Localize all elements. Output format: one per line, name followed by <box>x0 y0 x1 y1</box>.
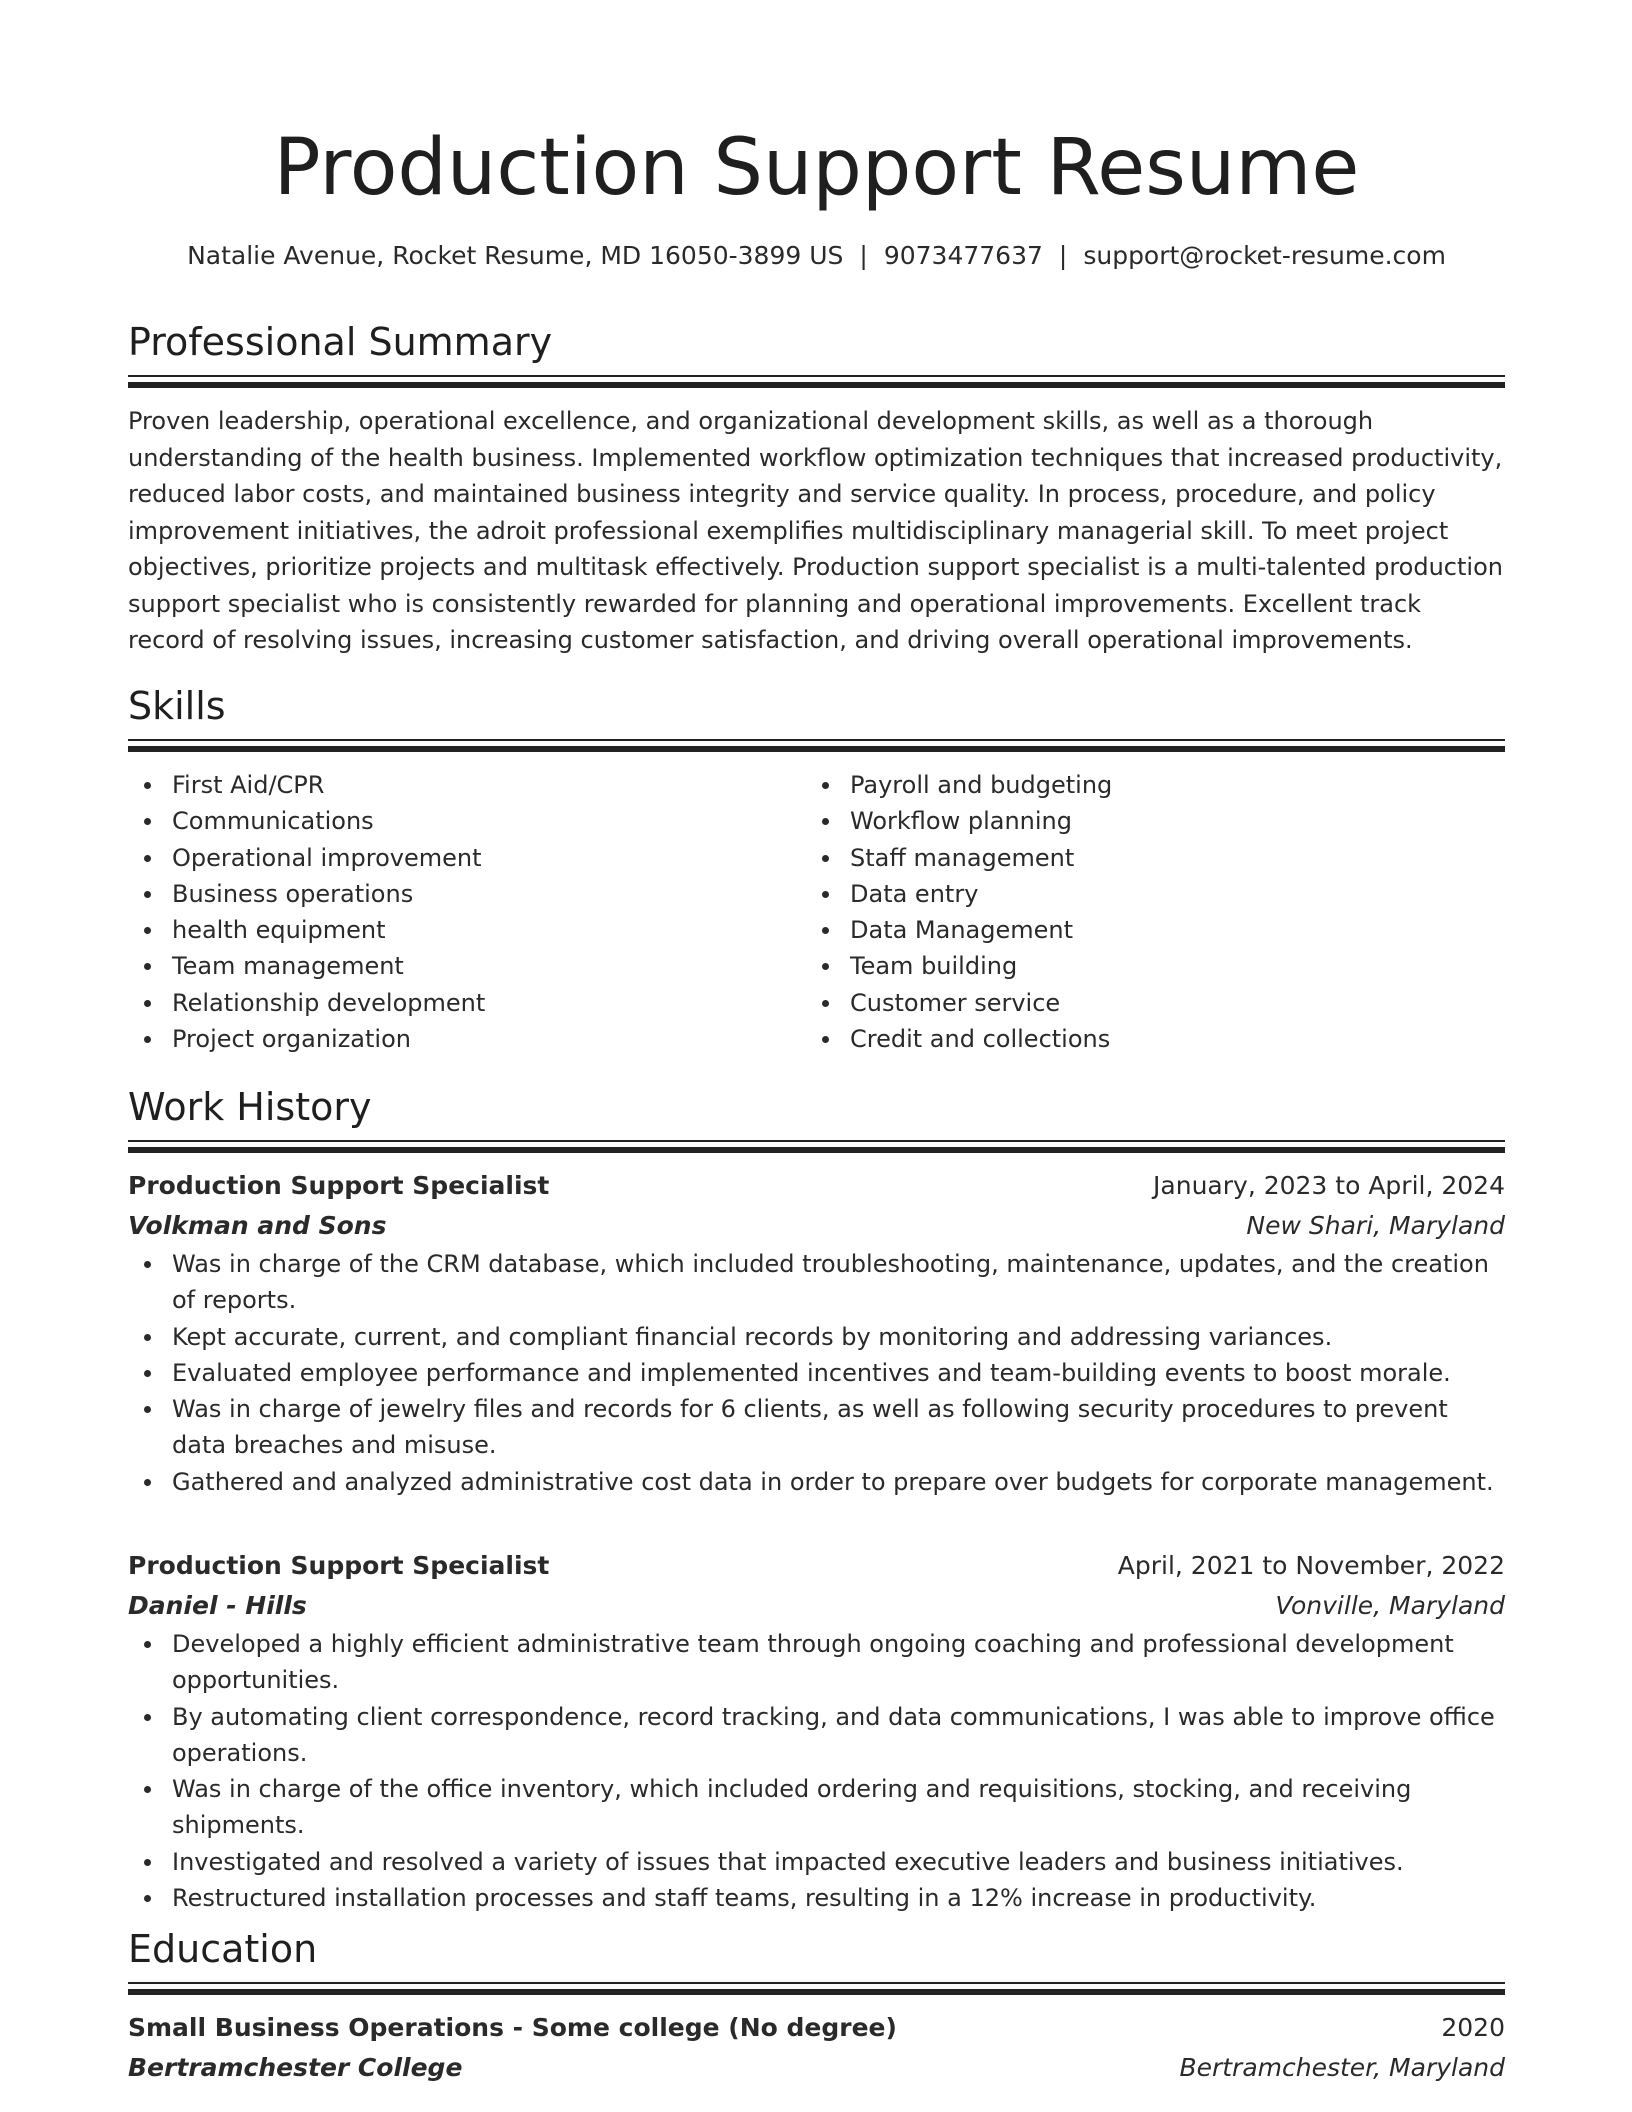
job-bullet-item: Developed a highly efficient administrative team through ongoing coaching and professional development opportunities. <box>128 1626 1505 1699</box>
skill-item: Data entry <box>806 876 1466 912</box>
job-bullet-item: Was in charge of jewelry files and records for 6 clients, as well as following security procedures to prevent data breaches and misuse. <box>128 1391 1505 1464</box>
skill-item: Communications <box>128 803 788 839</box>
skill-item: Team building <box>806 948 1466 984</box>
section-heading-work-history: Work History <box>128 1085 372 1129</box>
job-title: Production Support Specialist <box>128 1551 550 1580</box>
section-heading-skills: Skills <box>128 684 226 728</box>
job-company: Daniel - Hills <box>128 1591 307 1620</box>
contact-address: Natalie Avenue, Rocket Resume, MD 16050-3899 US <box>187 241 844 270</box>
education-year: 2020 <box>1441 2013 1505 2042</box>
skills-list-right <box>806 767 1466 1057</box>
skill-item: Customer service <box>806 985 1466 1021</box>
job-bullets <box>128 1246 1505 1500</box>
job-dates: April, 2021 to November, 2022 <box>1117 1551 1505 1580</box>
skill-item: Project organization <box>128 1021 788 1057</box>
summary-text: Proven leadership, operational excellence, and organizational development skills, as well as a thorough understanding of the health business. Implemented workflow optimization techniques that increased productivity, reduced labor costs, and maintained business integrity and service quality. In process, procedure, and policy improvement initiatives, the adroit professional exemplifies multidisciplinary managerial skill. To meet project objectives, prioritize projects and multitask effectively. Production support specialist is a multi-talented production support specialist who is consistently rewarded for planning and operational improvements. Excellent track record of resolving issues, increasing customer satisfaction, and driving overall operational improvements. <box>128 407 1503 654</box>
job-company: Volkman and Sons <box>128 1211 387 1240</box>
contact-line <box>128 238 1505 274</box>
job-bullet-item: Investigated and resolved a variety of issues that impacted executive leaders and business initiatives. <box>128 1844 1505 1880</box>
skill-item: health equipment <box>128 912 788 948</box>
job-bullet-item: Kept accurate, current, and compliant financial records by monitoring and addressing variances. <box>128 1319 1505 1355</box>
job-bullet-item: By automating client correspondence, record tracking, and data communications, I was able to improve office operations. <box>128 1699 1505 1772</box>
job-title: Production Support Specialist <box>128 1171 550 1200</box>
job-bullet-item: Restructured installation processes and staff teams, resulting in a 12% increase in productivity. <box>128 1880 1505 1916</box>
skill-item: Workflow planning <box>806 803 1466 839</box>
skill-item: Relationship development <box>128 985 788 1021</box>
section-divider <box>128 375 1505 389</box>
skill-item: Payroll and budgeting <box>806 767 1466 803</box>
skill-item: Data Management <box>806 912 1466 948</box>
job-dates: January, 2023 to April, 2024 <box>1153 1171 1505 1200</box>
skills-column-right <box>806 767 1466 1057</box>
job-location: New Shari, Maryland <box>1246 1211 1505 1240</box>
contact-email: support@rocket-resume.com <box>1083 241 1446 270</box>
skill-item: Staff management <box>806 840 1466 876</box>
skill-item: Credit and collections <box>806 1021 1466 1057</box>
job-location: Vonville, Maryland <box>1275 1591 1505 1620</box>
job-bullets <box>128 1626 1505 1916</box>
section-divider <box>128 739 1505 753</box>
skill-item: Operational improvement <box>128 840 788 876</box>
job-entry <box>128 1166 1505 1500</box>
education-school: Bertramchester College <box>128 2053 463 2082</box>
skill-item: Team management <box>128 948 788 984</box>
job-bullet-item: Was in charge of the office inventory, which included ordering and requisitions, stocking, and receiving shipments. <box>128 1771 1505 1844</box>
section-divider <box>128 1982 1505 1996</box>
contact-phone: 9073477637 <box>883 241 1043 270</box>
section-divider <box>128 1140 1505 1154</box>
skills-list-left <box>128 767 788 1057</box>
skill-item: First Aid/CPR <box>128 767 788 803</box>
job-entry <box>128 1546 1505 1916</box>
education-location: Bertramchester, Maryland <box>1179 2053 1505 2082</box>
education-entry <box>128 2008 1505 2088</box>
resume-title: Production Support Resume <box>273 123 1360 213</box>
education-degree: Small Business Operations - Some college (No degree) <box>128 2013 897 2042</box>
section-heading-summary: Professional Summary <box>128 320 553 364</box>
job-bullet-item: Evaluated employee performance and implemented incentives and team-building events to boost morale. <box>128 1355 1505 1391</box>
job-bullet-item: Gathered and analyzed administrative cost data in order to prepare over budgets for corporate management. <box>128 1464 1505 1500</box>
section-heading-education: Education <box>128 1927 318 1971</box>
skill-item: Business operations <box>128 876 788 912</box>
contact-separator: | <box>1058 241 1068 270</box>
skills-column-left <box>128 767 788 1057</box>
contact-separator: | <box>859 241 868 270</box>
job-bullet-item: Was in charge of the CRM database, which included troubleshooting, maintenance, updates, and the creation of reports. <box>128 1246 1505 1319</box>
